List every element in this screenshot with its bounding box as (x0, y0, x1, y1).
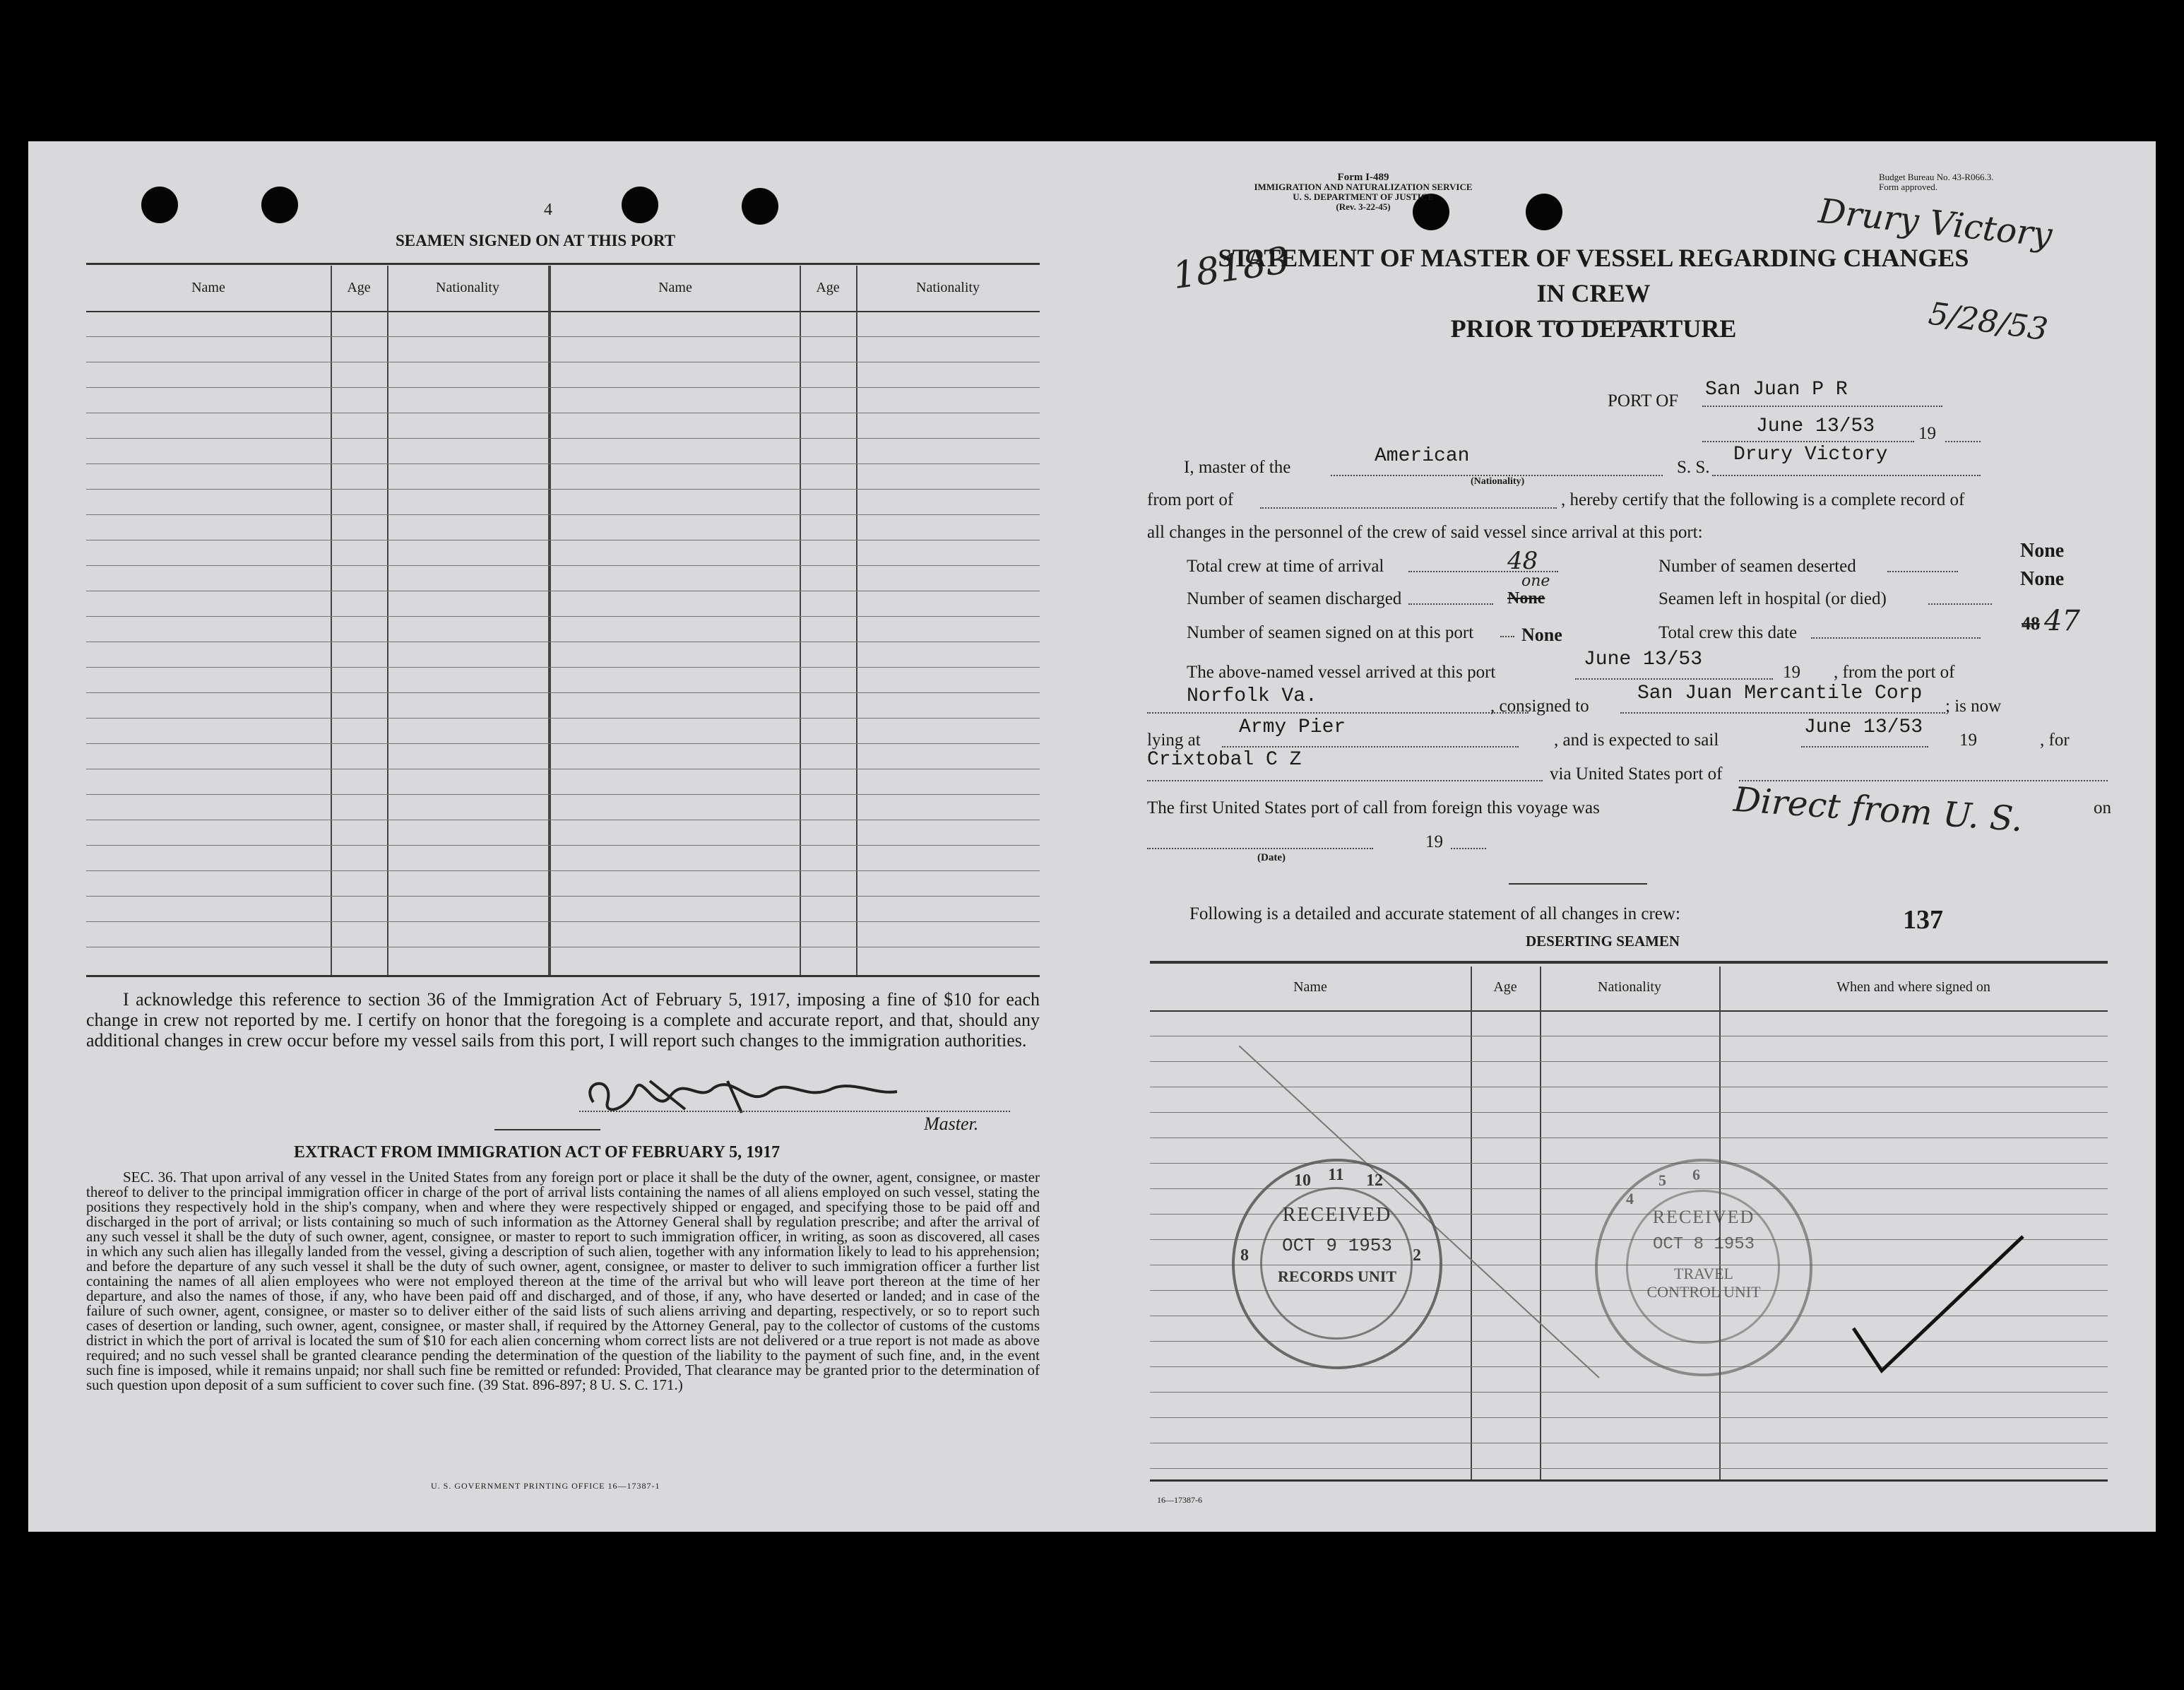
stamp-digit: 4 (1626, 1190, 1634, 1207)
column-header-name: Name (191, 280, 225, 295)
arrived-year-prefix: 19 (1783, 663, 1800, 682)
table-row (86, 794, 1040, 795)
extract-title: EXTRACT FROM IMMIGRATION ACT OF FEBRUARY 5, 1917 (294, 1143, 781, 1162)
column-header-age: Age (816, 280, 840, 295)
check-mark (1846, 1229, 2030, 1378)
table-row (86, 438, 1040, 439)
column-header-age: Age (1493, 979, 1517, 995)
master-label: Master. (924, 1113, 979, 1134)
stamp-digit: 8 (1240, 1246, 1249, 1265)
stamp-digit: 5 (1658, 1171, 1666, 1189)
hospital-label: Seamen left in hospital (or died) (1658, 589, 1887, 608)
from-port-value: Norfolk Va. (1187, 685, 1317, 707)
separator (494, 1129, 600, 1130)
stamp-date: OCT 8 1953 (1652, 1235, 1755, 1254)
page-number: 4 (544, 201, 552, 219)
nationality-caption: (Nationality) (1471, 476, 1525, 487)
from-port-of-label: , from the port of (1834, 663, 1955, 682)
title-underline (1537, 321, 1664, 322)
punch-hole (261, 187, 298, 223)
lying-at-label: lying at (1147, 731, 1201, 750)
table-rule (1150, 1010, 2108, 1012)
leader-dots (1500, 636, 1514, 637)
printer-line: U. S. GOVERNMENT PRINTING OFFICE 16—17387-1 (431, 1481, 660, 1491)
table-row (86, 565, 1040, 566)
received-stamp-travel (1595, 1159, 1812, 1376)
arrived-value: June 13/53 (1584, 649, 1703, 670)
consigned-label: , consigned to (1490, 697, 1589, 716)
following-text: Following is a detailed and accurate statement of all changes in crew: (1189, 904, 1680, 923)
column-divider (548, 266, 551, 975)
fill-line (1712, 475, 1981, 476)
column-divider (856, 266, 857, 975)
form-number: Form I-489 (1337, 172, 1389, 183)
department-name: U. S. DEPARTMENT OF JUSTICE (1293, 191, 1434, 202)
form-title (1208, 240, 1979, 346)
table-row (86, 489, 1040, 490)
table-rule (1150, 1479, 2108, 1482)
stamp-digit: 2 (1413, 1246, 1421, 1265)
deserted-label: Number of seamen deserted (1658, 557, 1856, 576)
leader-dots (1928, 603, 1992, 605)
fill-line (1147, 848, 1373, 849)
discharged-label: Number of seamen discharged (1187, 589, 1402, 608)
from-port-label: from port of (1147, 490, 1234, 509)
hospital-value: None (2020, 568, 2065, 590)
first-port-label: The first United States port of call from foreign this voyage was (1147, 798, 1600, 817)
stamp-unit: RECORDS UNIT (1277, 1268, 1397, 1285)
port-value: San Juan P R (1705, 379, 1848, 401)
table-row (86, 896, 1040, 897)
form-header (1236, 172, 1490, 212)
column-header-name: Name (1293, 979, 1327, 995)
deserting-seamen-title: DESERTING SEAMEN (1526, 933, 1680, 950)
fill-line (1575, 678, 1773, 680)
nationality-value: American (1375, 445, 1470, 467)
is-now-label: ; is now (1945, 697, 2002, 716)
table-row (86, 921, 1040, 922)
table-row (86, 692, 1040, 693)
date-caption: (Date) (1257, 852, 1286, 863)
fill-line (1801, 746, 1928, 748)
discharged-value: one (1521, 572, 1550, 590)
table-row (86, 870, 1040, 871)
table-row (86, 514, 1040, 515)
fill-line (1222, 746, 1519, 748)
for-label: , for (2040, 731, 2070, 750)
stamp-digit: 6 (1692, 1166, 1700, 1183)
stamp-unit: TRAVEL CONTROL UNIT (1646, 1265, 1761, 1301)
table-row (1150, 1468, 2108, 1469)
seamen-signed-title: SEAMEN SIGNED ON AT THIS PORT (396, 232, 676, 249)
handwritten-file-number: 18183 (1170, 239, 1292, 298)
punch-hole (141, 187, 178, 223)
separator (1509, 883, 1647, 885)
column-header-signed-on: When and where signed on (1836, 979, 1990, 995)
sail-year-prefix: 19 (1959, 731, 1977, 750)
fill-line (1945, 441, 1981, 442)
arrived-label: The above-named vessel arrived at this port (1187, 663, 1496, 682)
column-header-nationality: Nationality (916, 280, 980, 295)
discharged-struck-value: None (1507, 589, 1545, 608)
port-label: PORT OF (1608, 391, 1679, 410)
extract-text: SEC. 36. That upon arrival of any vessel in the United States from any foreign port or place it shall be the duty of the owner, agent, consignee, or master thereof to deliver to the principal immigration officer in charge of the port of arrival lists containing the names of all aliens employed on such vessel, stating the positions they respectively hold in the ship's company, when and where they were respectively shipped or engaged, and specifying those to be paid off and discharged in the port of arrival; or lists containing so much of such information as the Attorney General shall by regulation prescribe; and after the arrival of any such vessel it shall be the duty of such owner, agent, consignee, or master to report to such immigration officer, in writing, as soon as discovered, all cases in which any such alien has illegally landed from the vessel, giving a description of such alien, together with any information likely to lead to his apprehension; and before the departure of any such vessel it shall be the duty of such owner, agent, consignee, or master to deliver to such immigration officer a further list containing the names of all alien employees who were not employed thereon at the time of the arrival but who will leave port thereon at the time of her departure, and also the names of those, if any, who have been paid off and discharged, and of those, if any, who have deserted or landed; and in case of the failure of such owner, agent, consignee, or master so to deliver either of the said lists of such aliens arriving and departing, respectively, or so to report such cases of desertion or landing, such owner, agent, consignee, or master shall, if required by the Attorney General, pay to the collector of customs of the customs district in which the port of arrival is located the sum of $10 for each alien concerning whom correct lists are not delivered or a true report is not made as above required; and no such vessel shall be granted clearance pending the determination of the question of the liability to the payment of such fine, and, in the event such fine is imposed, while it remains unpaid; nor shall such fine be remitted or refunded: Provided, That clearance may be granted prior to the determination of such question upon deposit of a sum sufficient to cover such fine. (39 Stat. 896-897; 8 U. S. C. 171.) (86, 1169, 1040, 1393)
footer-code: 16—17387-6 (1157, 1495, 1202, 1505)
fill-line (1702, 441, 1914, 442)
master-signature (565, 1060, 932, 1130)
acknowledgement-text: I acknowledge this reference to section 36 of the Immigration Act of February 5, 1917, imposing a fine of $10 for each change in crew not reported by me. I certify on honor that the foregoing is a complete and accurate report, and that, should any additional changes in crew occur before my vessel sails from this port, I will report such changes to the immigration authorities. (86, 989, 1040, 1051)
stamp-received: RECEIVED (1652, 1207, 1755, 1227)
total-today-label: Total crew this date (1658, 623, 1798, 642)
date-value: June 13/53 (1756, 415, 1875, 437)
handwritten-vessel-name: Drury Victory (1816, 191, 2054, 256)
via-label: via United States port of (1550, 764, 1723, 784)
fill-line (1739, 780, 2108, 781)
table-rule (86, 263, 1040, 265)
fill-line (1451, 848, 1486, 849)
table-row (86, 616, 1040, 617)
column-divider (331, 266, 332, 975)
table-row (86, 336, 1040, 337)
table-row (86, 463, 1040, 464)
fill-line (1620, 712, 1945, 714)
budget-block (1879, 172, 1993, 192)
stamp-digit: 11 (1328, 1166, 1344, 1184)
punch-hole (742, 188, 778, 225)
table-rule (86, 975, 1040, 977)
fill-line (1147, 712, 1529, 714)
leader-dots (1408, 603, 1493, 605)
column-header-nationality: Nationality (436, 280, 499, 295)
table-rule (1150, 961, 2108, 964)
total-today-value: 47 (2044, 605, 2080, 637)
fill-line (1147, 780, 1543, 781)
form-title-line2: PRIOR TO DEPARTURE (1450, 314, 1737, 343)
form-approved: Form approved. (1879, 182, 1938, 192)
column-divider (387, 266, 388, 975)
column-header-age: Age (347, 280, 371, 295)
total-crew-arrival-value: 48 (1507, 547, 1538, 575)
column-header-name: Name (658, 280, 692, 295)
sail-value: June 13/53 (1804, 716, 1923, 738)
expected-label: , and is expected to sail (1554, 731, 1719, 750)
master-of-label: I, master of the (1184, 458, 1291, 477)
date-year-prefix: 19 (1425, 832, 1443, 851)
handwritten-date: 5/28/53 (1926, 295, 2051, 348)
table-rule (86, 311, 1040, 312)
leader-dots (1887, 571, 1958, 572)
right-page (1098, 141, 2156, 1532)
agency-name: IMMIGRATION AND NATURALIZATION SERVICE (1254, 182, 1473, 192)
table-row (1150, 1417, 2108, 1418)
table-row (86, 718, 1040, 719)
stamp-digit: 12 (1366, 1171, 1383, 1190)
on-label: on (2094, 798, 2111, 817)
total-today-struck-value: 48 (2022, 613, 2040, 634)
ss-label: S. S. (1677, 458, 1710, 477)
fill-line (1702, 406, 1942, 407)
lying-at-value: Army Pier (1239, 716, 1346, 738)
all-changes-text: all changes in the personnel of the crew of said vessel since arrival at this port: (1147, 523, 1703, 542)
vessel-value: Drury Victory (1733, 444, 1888, 466)
punch-hole (622, 187, 658, 223)
column-header-nationality: Nationality (1598, 979, 1661, 995)
column-divider (800, 266, 801, 975)
deserted-value: None (2020, 540, 2065, 562)
signed-on-label: Number of seamen signed on at this port (1187, 623, 1474, 642)
certify-text: , hereby certify that the following is a complete record of (1561, 490, 1965, 509)
total-crew-arrival-label: Total crew at time of arrival (1187, 557, 1384, 576)
table-row (86, 845, 1040, 846)
fill-line (1260, 507, 1557, 509)
page-count: 137 (1903, 905, 1943, 935)
first-port-value: Direct from U. S. (1732, 779, 2024, 840)
stamp-date: OCT 9 1953 (1281, 1235, 1393, 1256)
budget-number: Budget Bureau No. 43-R066.3. (1879, 172, 1994, 182)
signed-on-value: None (1521, 625, 1562, 645)
left-page (28, 141, 1100, 1532)
consigned-value: San Juan Mercantile Corp (1637, 682, 1923, 704)
leader-dots (1811, 637, 1981, 639)
revision: (Rev. 3-22-45) (1336, 201, 1391, 212)
table-row (86, 743, 1040, 744)
form-title-line1: STATEMENT OF MASTER OF VESSEL REGARDING CHANGES IN CREW (1218, 244, 1969, 307)
received-stamp-records (1232, 1159, 1442, 1369)
punch-hole (1526, 194, 1562, 230)
stamp-received: RECEIVED (1282, 1204, 1392, 1226)
table-row (86, 667, 1040, 668)
destination-value: Crixtobal C Z (1147, 749, 1302, 771)
signature-line (579, 1111, 1010, 1112)
table-row (86, 387, 1040, 388)
table-row (1150, 1392, 2108, 1393)
stamp-digit: 10 (1294, 1171, 1311, 1190)
year-prefix: 19 (1918, 424, 1936, 443)
